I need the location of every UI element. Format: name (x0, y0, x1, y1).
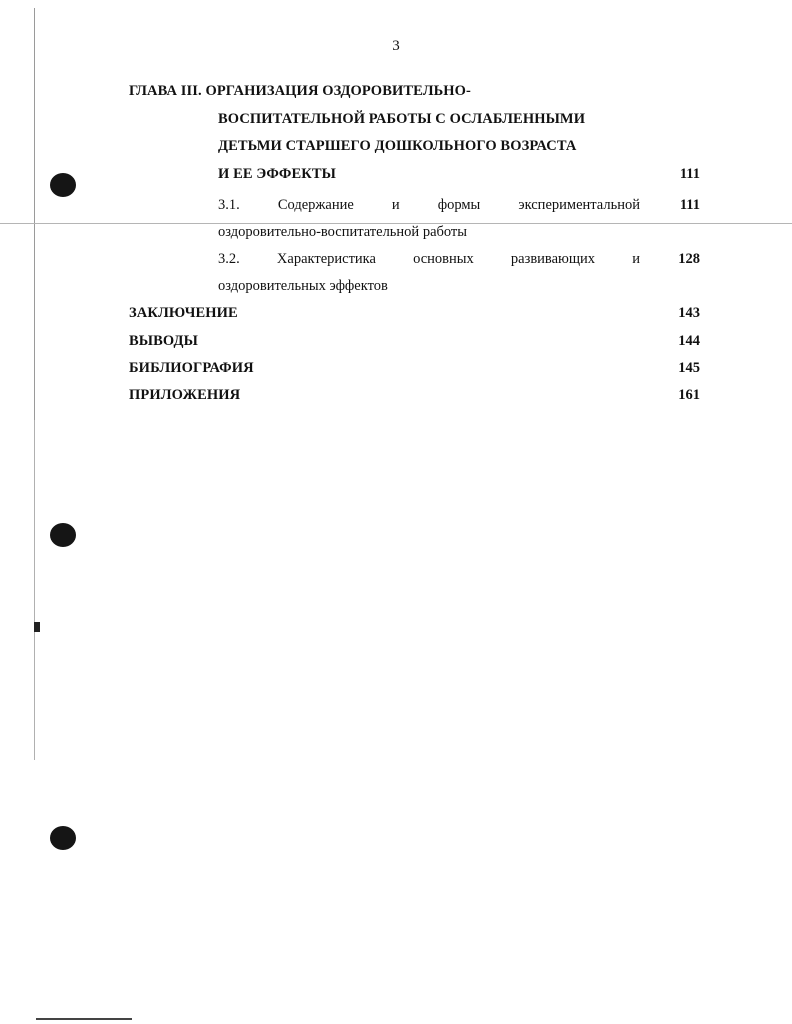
punch-hole (50, 173, 76, 197)
section-3-1-page: 111 (679, 197, 700, 213)
chapter-title-line-2: ВОСПИТАТЕЛЬНОЙ РАБОТЫ С ОСЛАБЛЕННЫМИ (218, 111, 586, 127)
section-3-1-title (218, 196, 640, 214)
section-3-2-title (218, 250, 640, 268)
section-word: Содержание (277, 197, 354, 213)
section-number: 3.1. (218, 197, 240, 213)
margin-line (34, 8, 35, 448)
chapter-page: 111 (679, 166, 700, 182)
toc-entry-conclusion-page: 143 (678, 305, 700, 321)
toc-entry-appendices-page: 161 (678, 387, 700, 403)
bottom-edge-line (36, 1018, 132, 1020)
section-number: 3.2. (218, 251, 240, 267)
section-word: формы (437, 197, 481, 213)
section-word: экспериментальной (518, 197, 640, 213)
margin-line-lower (34, 420, 35, 760)
toc-entry-findings-page: 144 (678, 333, 700, 349)
section-3-2-page: 128 (678, 251, 700, 267)
punch-hole (50, 826, 76, 850)
section-3-1-continuation: оздоровительно-воспитательной работы (218, 224, 468, 240)
section-word: основных (413, 251, 474, 267)
toc-entry-bibliography: БИБЛИОГРАФИЯ (129, 360, 254, 376)
page-number: 3 (392, 38, 400, 54)
section-word: Характеристика (276, 251, 376, 267)
section-3-2-continuation: оздоровительных эффектов (218, 278, 388, 294)
chapter-title-line-1: ГЛАВА III. ОРГАНИЗАЦИЯ ОЗДОРОВИТЕЛЬНО- (129, 83, 471, 99)
scan-mark (34, 622, 40, 632)
section-word: и (632, 251, 640, 267)
section-word: развивающих (510, 251, 596, 267)
chapter-title-line-3: ДЕТЬМИ СТАРШЕГО ДОШКОЛЬНОГО ВОЗРАСТА (218, 138, 577, 154)
toc-entry-bibliography-page: 145 (678, 360, 700, 376)
chapter-title-line-4: И ЕЕ ЭФФЕКТЫ (218, 166, 336, 182)
toc-entry-appendices: ПРИЛОЖЕНИЯ (129, 387, 241, 403)
section-word: и (391, 197, 400, 213)
toc-entry-conclusion: ЗАКЛЮЧЕНИЕ (129, 305, 238, 321)
punch-hole (50, 523, 76, 547)
toc-entry-findings: ВЫВОДЫ (129, 333, 198, 349)
